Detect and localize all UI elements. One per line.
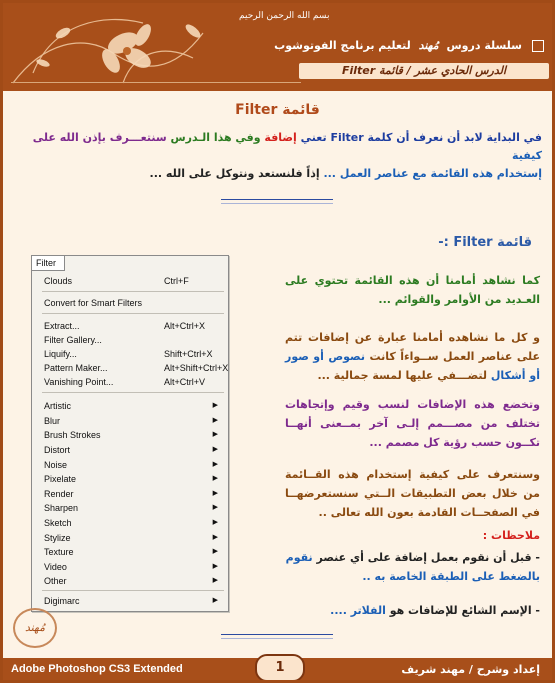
menu-item-sketch[interactable] bbox=[44, 516, 222, 530]
submenu-arrow-icon: ▶ bbox=[212, 417, 218, 424]
submenu-arrow-icon: ▶ bbox=[212, 563, 218, 570]
note-1 bbox=[285, 548, 540, 586]
menu-label: Stylize bbox=[44, 533, 71, 543]
menu-item-liquify[interactable] bbox=[44, 347, 222, 361]
menu-label: Sketch bbox=[44, 518, 72, 528]
submenu-arrow-icon: ▶ bbox=[212, 597, 218, 604]
menu-label: Video bbox=[44, 562, 67, 572]
menu-item-brush-strokes[interactable] bbox=[44, 428, 222, 442]
menu-shortcut: Alt+Ctrl+X bbox=[164, 321, 206, 331]
footer-bar bbox=[3, 658, 552, 683]
note-1c: على الطبقة الخاصة به .. bbox=[362, 570, 499, 583]
menu-item-vanishing-point[interactable] bbox=[44, 375, 222, 389]
menu-label: Sharpen bbox=[44, 503, 79, 513]
menu-separator bbox=[42, 392, 224, 393]
menu-item-pixelate[interactable] bbox=[44, 472, 222, 486]
submenu-arrow-icon: ▶ bbox=[212, 402, 218, 409]
menu-label: Liquify... bbox=[44, 349, 77, 359]
submenu-arrow-icon: ▶ bbox=[212, 504, 218, 511]
intro-f: إستخدام هذه القائمة مع عناصر العمل ... bbox=[319, 167, 542, 180]
submenu-arrow-icon: ▶ bbox=[212, 577, 218, 584]
menu-item-texture[interactable] bbox=[44, 545, 222, 559]
menu-item-pattern-maker[interactable] bbox=[44, 361, 229, 375]
note-1a: - قبل أن نقوم بعمل إضافة على أي عنصر bbox=[312, 551, 540, 564]
menu-label: Noise bbox=[44, 460, 68, 470]
intro-paragraph bbox=[13, 129, 542, 183]
menu-label: Filter Gallery... bbox=[44, 335, 102, 345]
menu-label: Distort bbox=[44, 445, 71, 455]
menu-shortcut: Shift+Ctrl+X bbox=[164, 349, 213, 359]
menu-item-filter-gallery[interactable] bbox=[44, 333, 222, 347]
menu-shortcut: Alt+Shift+Ctrl+X bbox=[164, 363, 229, 373]
signature-stamp: مُهند bbox=[13, 608, 57, 648]
submenu-arrow-icon: ▶ bbox=[212, 431, 218, 438]
paragraph-3: وتخضع هذه الإضافات لنسب وقيم وإتجاهات تختلف من مصـــمم إلـى آخر بمــعنى أنهــا تكــون حسب رؤية كل مصمم ... bbox=[285, 398, 540, 449]
note-2b: الفلاتر bbox=[350, 604, 386, 617]
menu-item-digimarc[interactable] bbox=[44, 594, 222, 608]
series-title bbox=[274, 39, 522, 52]
menu-item-sharpen[interactable] bbox=[44, 501, 222, 515]
menu-label: Extract... bbox=[44, 321, 80, 331]
page-number: 1 bbox=[255, 654, 305, 682]
author-credit: إعداد وشرح / مهند شريف bbox=[401, 663, 540, 676]
menu-item-blur[interactable] bbox=[44, 414, 222, 428]
app-name: Adobe Photoshop CS3 Extended bbox=[11, 663, 183, 675]
menu-item-noise[interactable] bbox=[44, 458, 222, 472]
menu-item-render[interactable] bbox=[44, 487, 222, 501]
menu-item-convert-smart[interactable] bbox=[44, 296, 222, 310]
menu-shortcut: Ctrl+F bbox=[164, 276, 189, 286]
menu-separator bbox=[42, 590, 224, 591]
note-2 bbox=[285, 604, 540, 617]
paragraph-1: كما نشاهد أمامنا أن هذه القائمة تحتوي على العـديد من الأوامر والقوائم ... bbox=[285, 274, 540, 306]
submenu-arrow-icon: ▶ bbox=[212, 446, 218, 453]
section-title: قائمة Filter :- bbox=[438, 235, 532, 250]
series-tail: لتعليم برنامج الفوتوشوب bbox=[274, 39, 411, 52]
menu-item-other[interactable] bbox=[44, 574, 222, 588]
intro-a: في البداية لابد أن نعرف أن كلمة Filter تعني bbox=[296, 131, 542, 144]
menu-label: Vanishing Point... bbox=[44, 377, 114, 387]
submenu-arrow-icon: ▶ bbox=[212, 534, 218, 541]
menu-separator bbox=[42, 313, 224, 314]
note-2c: .... bbox=[330, 604, 351, 617]
menu-label: Convert for Smart Filters bbox=[44, 298, 143, 308]
submenu-arrow-icon: ▶ bbox=[212, 461, 218, 468]
intro-g: إذاً فلنستعد ونتوكل على الله ... bbox=[149, 167, 320, 180]
note-2a: - الإسم الشائع للإضافات هو bbox=[385, 604, 540, 617]
menu-label: Texture bbox=[44, 547, 74, 557]
menu-item-video[interactable] bbox=[44, 560, 222, 574]
menu-item-artistic[interactable] bbox=[44, 399, 222, 413]
submenu-arrow-icon: ▶ bbox=[212, 475, 218, 482]
intro-b: إضافة bbox=[264, 131, 297, 144]
basmala: بسم الله الرحمن الرحيم bbox=[239, 11, 330, 21]
divider-top-light bbox=[221, 203, 333, 204]
menu-label: Brush Strokes bbox=[44, 430, 101, 440]
menu-label: Pixelate bbox=[44, 474, 77, 484]
intro-e: كيفية bbox=[512, 149, 542, 162]
notes-heading: ملاحظات : bbox=[482, 529, 540, 542]
filter-menu bbox=[31, 255, 229, 612]
note-1b: نقوم بالضغط bbox=[285, 551, 540, 583]
floral-ornament bbox=[3, 3, 243, 91]
paragraph-2a: و كل ما نشاهده أمامنا عبارة عن إضافات تتم على عناصر العمل ســواءاً كانت bbox=[285, 331, 540, 363]
paragraph-4: وسنتعرف على كيفية إستخدام هذه القــائمة من خلال بعض التطبيقات الــتي سنستعرضهــا في الصفحــات القادمة بعون الله تعالى .. bbox=[285, 468, 540, 519]
series-text: سلسلة دروس bbox=[446, 39, 522, 52]
submenu-arrow-icon: ▶ bbox=[212, 548, 218, 555]
menu-label: Digimarc bbox=[44, 596, 80, 606]
paragraph-2c: لتضـــفي عليها لمسة جمالية ... bbox=[317, 369, 491, 382]
bullet-box-icon bbox=[532, 40, 544, 52]
submenu-arrow-icon: ▶ bbox=[212, 490, 218, 497]
menu-separator bbox=[42, 291, 224, 292]
series-logo: مُهند bbox=[418, 39, 439, 52]
divider-bottom bbox=[221, 634, 333, 635]
menu-item-extract[interactable] bbox=[44, 319, 222, 333]
intro-c: وفي هذا الـدرس bbox=[166, 131, 265, 144]
menu-shortcut: Alt+Ctrl+V bbox=[164, 377, 206, 387]
menu-label: Render bbox=[44, 489, 74, 499]
page-title: قائمة Filter bbox=[235, 102, 320, 118]
menu-label: Clouds bbox=[44, 276, 73, 286]
divider-top bbox=[221, 199, 333, 200]
menu-label: Artistic bbox=[44, 401, 71, 411]
menu-label: Pattern Maker... bbox=[44, 363, 108, 373]
header-banner bbox=[3, 3, 552, 91]
menu-item-clouds[interactable] bbox=[44, 274, 222, 288]
intro-d: سنتعـــرف بإذن الله على bbox=[32, 131, 167, 144]
header-divider bbox=[11, 82, 301, 83]
menu-title[interactable]: Filter bbox=[32, 256, 65, 271]
menu-label: Other bbox=[44, 576, 67, 586]
menu-item-stylize[interactable] bbox=[44, 531, 222, 545]
paragraph-2 bbox=[285, 328, 540, 385]
divider-bottom-light bbox=[221, 638, 333, 639]
paragraph-2b: نصوص أو صور أو أشكال bbox=[285, 350, 540, 382]
lesson-title: الدرس الحادي عشر / قائمة Filter bbox=[299, 63, 549, 79]
submenu-arrow-icon: ▶ bbox=[212, 519, 218, 526]
menu-label: Blur bbox=[44, 416, 61, 426]
menu-item-distort[interactable] bbox=[44, 443, 222, 457]
